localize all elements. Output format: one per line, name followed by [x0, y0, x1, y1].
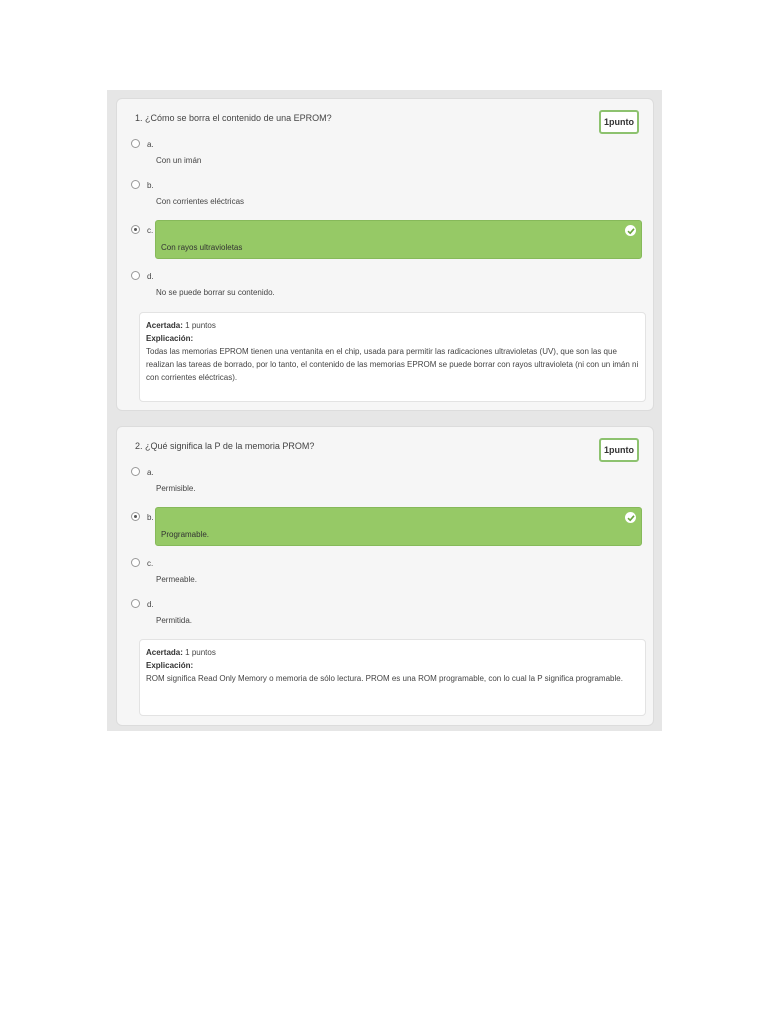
option-letter: b.	[147, 513, 154, 522]
radio-button[interactable]	[131, 139, 140, 148]
quiz-review-frame	[107, 90, 662, 731]
option-b-selected[interactable]	[129, 509, 641, 547]
explanation-text: Todas las memorias EPROM tienen una ventanita en el chip, usada para permitir las radicaciones ultravioletas (UV), que son las que realizan las tareas de borrado, por lo tanto, el contenido de las memorias EPROM se puede borrar con rayos ultravioleta (ni con un imán ni con corrientes eléctricas).	[146, 347, 639, 382]
result-label: Acertada:	[146, 321, 183, 330]
option-letter: d.	[147, 600, 154, 609]
option-a[interactable]	[129, 464, 641, 502]
option-c-selected[interactable]	[129, 222, 641, 260]
option-text: Permisible.	[156, 484, 196, 493]
option-d[interactable]	[129, 596, 641, 634]
explanation-text: ROM significa Read Only Memory o memoria de sólo lectura. PROM es una ROM programable, con lo cual la P significa programable.	[146, 674, 623, 683]
option-letter: c.	[147, 559, 154, 568]
correct-answer-highlight	[155, 507, 642, 546]
question-card-2	[116, 426, 654, 726]
radio-button-checked[interactable]	[131, 512, 140, 521]
option-text: Con un imán	[156, 156, 202, 165]
option-text: Con corrientes eléctricas	[156, 197, 245, 206]
question-card-1	[116, 98, 654, 411]
option-text: Programable.	[161, 530, 210, 539]
result-label: Acertada:	[146, 648, 183, 657]
option-letter: b.	[147, 181, 154, 190]
option-c[interactable]	[129, 555, 641, 593]
radio-button[interactable]	[131, 180, 140, 189]
question-text: 1. ¿Cómo se borra el contenido de una EPROM?	[135, 113, 332, 123]
feedback-box	[139, 312, 646, 402]
explanation-label: Explicación:	[146, 334, 194, 343]
radio-button[interactable]	[131, 467, 140, 476]
option-b[interactable]	[129, 177, 641, 215]
radio-button[interactable]	[131, 599, 140, 608]
option-d[interactable]	[129, 268, 641, 306]
option-letter: d.	[147, 272, 154, 281]
radio-button[interactable]	[131, 271, 140, 280]
radio-button-checked[interactable]	[131, 225, 140, 234]
check-circle-icon	[625, 225, 636, 236]
option-letter: a.	[147, 468, 154, 477]
result-line	[146, 646, 639, 659]
option-a[interactable]	[129, 136, 641, 174]
feedback-box	[139, 639, 646, 716]
points-badge: 1punto	[599, 438, 639, 462]
result-line	[146, 319, 639, 332]
option-text: No se puede borrar su contenido.	[156, 288, 275, 297]
option-letter: c.	[147, 226, 154, 235]
points-badge: 1punto	[599, 110, 639, 134]
option-text: Permitida.	[156, 616, 193, 625]
result-value: 1 puntos	[185, 321, 216, 330]
option-letter: a.	[147, 140, 154, 149]
correct-answer-highlight	[155, 220, 642, 259]
radio-button[interactable]	[131, 558, 140, 567]
question-text: 2. ¿Qué significa la P de la memoria PROM?	[135, 441, 315, 451]
check-circle-icon	[625, 512, 636, 523]
explanation-label: Explicación:	[146, 661, 194, 670]
result-value: 1 puntos	[185, 648, 216, 657]
option-text: Permeable.	[156, 575, 197, 584]
option-text: Con rayos ultravioletas	[161, 243, 243, 252]
